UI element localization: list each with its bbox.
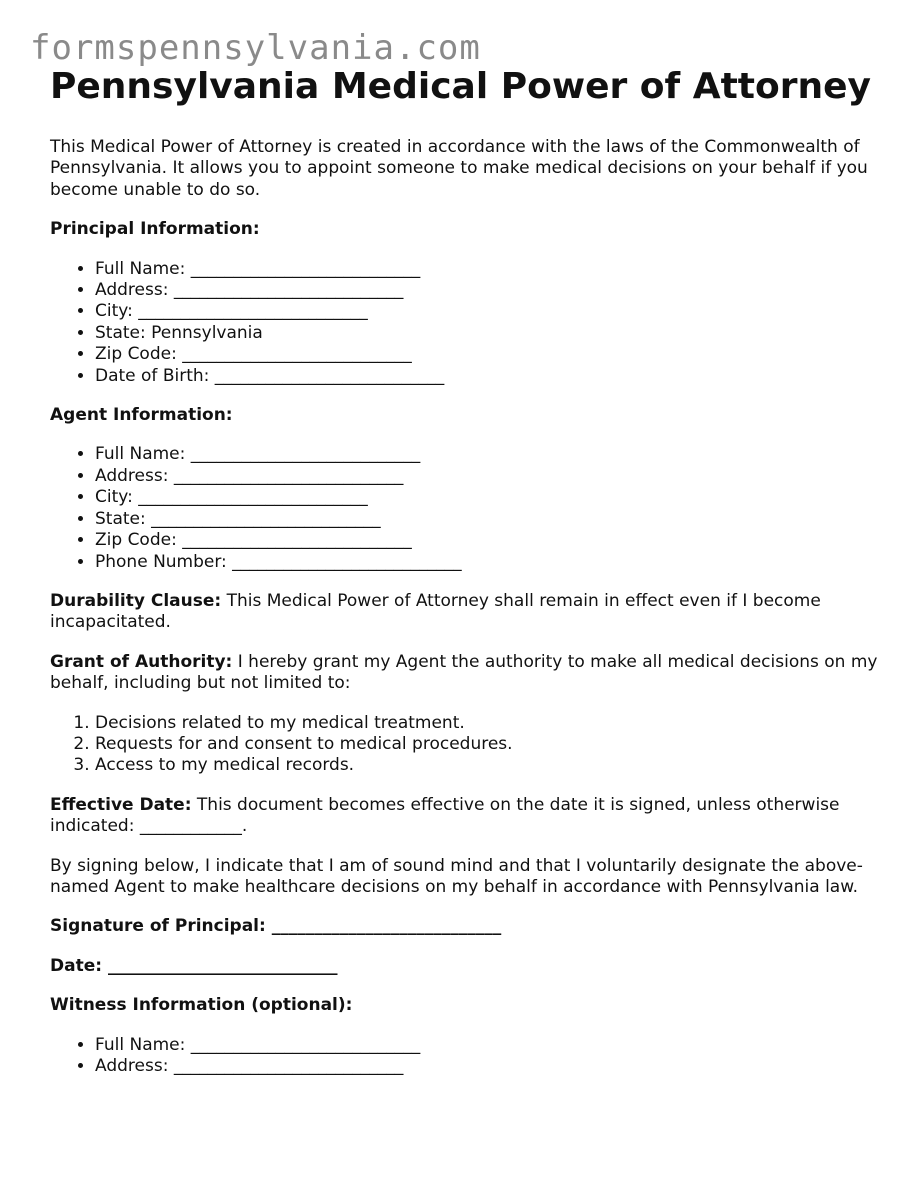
site-watermark: formspennsylvania.com [30, 28, 481, 68]
agent-city: • City: ___________________________ [95, 487, 880, 508]
grant-item: 3. Access to my medical records. [95, 755, 880, 776]
grant-item: 1. Decisions related to my medical treatment. [95, 713, 880, 734]
grant-items-list [50, 713, 880, 777]
grant-label: Grant of Authority: [50, 651, 233, 672]
principal-state: • State: Pennsylvania [95, 323, 880, 344]
principal-city: • City: ___________________________ [95, 301, 880, 322]
principal-heading: Principal Information: [50, 219, 260, 240]
principal-zip: • Zip Code: ___________________________ [95, 344, 880, 365]
grant-item: 2. Requests for and consent to medical procedures. [95, 734, 880, 755]
declaration-paragraph: By signing below, I indicate that I am of sound mind and that I voluntarily designate the above-named Agent to make healthcare decisions on my behalf in accordance with Pennsylvania law. [50, 855, 863, 897]
effective-text: This document becomes effective on the date it is signed, unless otherwise indicated: ____________. [50, 794, 840, 837]
agent-state: • State: ___________________________ [95, 509, 880, 530]
signature-of-principal-line: Signature of Principal: ___________________________ [50, 916, 502, 937]
durability-clause [50, 591, 880, 634]
grant-of-authority [50, 652, 880, 695]
agent-fields-list [50, 444, 880, 572]
durability-text: This Medical Power of Attorney shall remain in effect even if I become incapacitated. [50, 590, 821, 633]
effective-label: Effective Date: [50, 794, 192, 815]
agent-address: • Address: ___________________________ [95, 466, 880, 487]
principal-fields-list [50, 259, 880, 387]
effective-date [50, 795, 880, 838]
principal-address: • Address: ___________________________ [95, 280, 880, 301]
witness-full-name: • Full Name: ___________________________ [95, 1035, 880, 1056]
agent-phone: • Phone Number: ___________________________ [95, 552, 880, 573]
agent-zip: • Zip Code: ___________________________ [95, 530, 880, 551]
page-title: Pennsylvania Medical Power of Attorney [50, 66, 871, 107]
date-line: Date: ___________________________ [50, 955, 338, 976]
intro-paragraph: This Medical Power of Attorney is created in accordance with the laws of the Commonwealth of Pennsylvania. It allows you to appoint someone to make medical decisions on your behalf if you become unable to do so. [50, 137, 868, 200]
witness-address: • Address: ___________________________ [95, 1056, 880, 1077]
document-page [50, 65, 880, 1095]
agent-full-name: • Full Name: ___________________________ [95, 444, 880, 465]
principal-full-name: • Full Name: ___________________________ [95, 259, 880, 280]
principal-dob: • Date of Birth: ___________________________ [95, 366, 880, 387]
durability-label: Durability Clause: [50, 590, 222, 611]
agent-heading: Agent Information: [50, 405, 233, 426]
witness-fields-list [50, 1035, 880, 1078]
witness-heading: Witness Information (optional): [50, 995, 353, 1016]
grant-text: I hereby grant my Agent the authority to make all medical decisions on my behalf, including but not limited to: [50, 651, 878, 694]
